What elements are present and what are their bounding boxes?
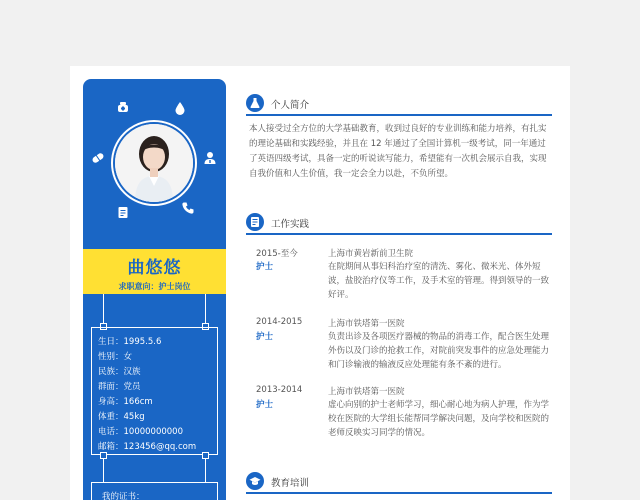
education-section bbox=[246, 472, 552, 494]
info-gender: 性别：女 bbox=[98, 352, 133, 362]
graduation-cap-icon bbox=[246, 472, 264, 490]
intro-header bbox=[246, 94, 552, 116]
section-rule bbox=[246, 233, 552, 235]
info-political: 群面：党员 bbox=[98, 382, 141, 392]
phone-icon bbox=[181, 201, 195, 215]
info-height: 身高：166cm bbox=[98, 397, 153, 407]
work-header bbox=[246, 213, 552, 235]
job-intent: 求职意向：护士岗位 bbox=[118, 282, 191, 291]
job-company: 上海市铁塔第一医院 bbox=[328, 387, 405, 397]
job-company: 上海市铁塔第一医院 bbox=[328, 319, 405, 329]
profile-sidebar bbox=[83, 79, 226, 500]
job-description: 在院期间从事妇科治疗室的清洗、雾化、微米光、体外短波，盐胶治疗仪等工作，及手术室的管理。得到领导的一致好评。 bbox=[328, 262, 550, 300]
pill-icon bbox=[91, 151, 105, 165]
section-rule bbox=[246, 114, 552, 116]
connector-line bbox=[103, 459, 104, 482]
doctor-icon bbox=[203, 151, 217, 165]
info-ethnicity: 民族：汉族 bbox=[98, 367, 141, 377]
nurse-cap-icon bbox=[116, 101, 130, 115]
name-banner bbox=[83, 249, 226, 294]
basic-info-box bbox=[91, 327, 218, 455]
info-weight: 体重：45kg bbox=[98, 412, 145, 422]
job-description: 虚心向别的护士老师学习，细心耐心地为病人护理，作为学校在医院的大学组长能帮同学解决问题，及向学校和医院的老师反映实习同学的情况。 bbox=[328, 400, 550, 438]
job-date: 2013-2014 bbox=[256, 385, 303, 395]
job-date: 2015-至今 bbox=[256, 249, 298, 259]
education-title: 教育培训 bbox=[271, 478, 310, 489]
intro-text: 本人接受过全方位的大学基础教育，收到过良好的专业训练和能力培养，有扎实的理论基础和实践经验，并且在 12 年通过了全国计算机一级考试，同一年通过了英语四级考试，具备一定的听说读写能力，希望能有一次机会展示自我，实现自我价值和人生价值，我一定会全力以赴，不负所望。 bbox=[249, 124, 547, 179]
certificate-box bbox=[91, 482, 218, 500]
job-entry bbox=[246, 317, 552, 387]
profile-photo bbox=[115, 124, 193, 202]
info-phone: 电话：10000000000 bbox=[98, 427, 183, 437]
flask-icon bbox=[246, 94, 264, 112]
job-company: 上海市黄岩新前卫生院 bbox=[328, 249, 414, 259]
document-icon bbox=[246, 213, 264, 231]
certificate-title: 我的证书： bbox=[102, 492, 145, 500]
info-email: 邮箱：123456@qq.com bbox=[98, 442, 197, 452]
info-birthday: 生日：1995.5.6 bbox=[98, 337, 162, 347]
intro-section bbox=[246, 94, 552, 182]
connector-knot bbox=[100, 452, 107, 459]
connector-line bbox=[205, 459, 206, 482]
job-entry bbox=[246, 385, 552, 455]
work-section bbox=[246, 213, 552, 235]
candidate-name: 曲悠悠 bbox=[127, 258, 182, 278]
resume-page bbox=[70, 66, 570, 500]
drop-icon bbox=[173, 101, 187, 115]
job-role: 护士 bbox=[256, 332, 274, 342]
job-description: 负责出诊及各项医疗器械的物品的消毒工作，配合医生处理外伤以及门诊的抢救工作，对院前突发事件的应急处理能力和门诊输液的输液反应处理能有条不紊的进行。 bbox=[328, 332, 550, 370]
job-role: 护士 bbox=[256, 262, 274, 272]
education-header bbox=[246, 472, 552, 494]
work-title: 工作实践 bbox=[271, 219, 310, 230]
clipboard-icon bbox=[116, 205, 130, 219]
profile-photo-frame bbox=[111, 120, 197, 206]
job-date: 2014-2015 bbox=[256, 317, 303, 327]
connector-knot bbox=[202, 452, 209, 459]
intro-title: 个人简介 bbox=[271, 100, 310, 111]
job-entry bbox=[246, 247, 552, 317]
job-role: 护士 bbox=[256, 400, 274, 410]
section-rule bbox=[246, 492, 552, 494]
